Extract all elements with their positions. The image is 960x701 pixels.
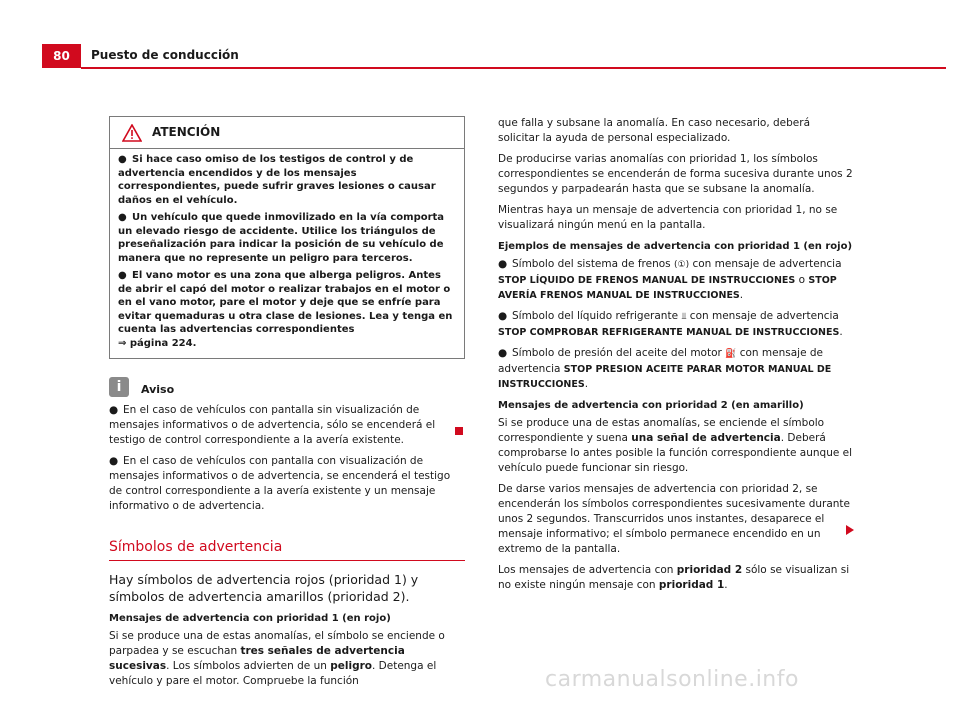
- paragraph: Los mensajes de advertencia con prioridad 2 sólo se visualizan si no existe ningún mensaje con prioridad 1.: [498, 564, 850, 591]
- aviso-header: [109, 373, 465, 397]
- aviso-title: Aviso: [141, 383, 175, 396]
- aviso-item: ● En el caso de vehículos con pantalla con visualización de mensajes informativos o de advertencia, se encenderá el testigo de control correspondiente a la avería existente y un mensaje informativo o de advertencia.: [109, 455, 451, 512]
- watermark: carmanualsonline.info: [545, 667, 799, 692]
- chapter-title: Puesto de conducción: [91, 48, 239, 62]
- right-column: [498, 116, 854, 599]
- priority1-text: Si se produce una de estas anomalías, el símbolo se enciende o parpadea y se escuchan tres señales de advertencia sucesivas. Los símbolos advierten de un peligro. Detenga el vehículo y pare el motor. Compruebe la función: [109, 630, 445, 687]
- warning-item: ● Si hace caso omiso de los testigos de control y de advertencia encendidos y de los mensajes correspondientes, puede sufrir graves lesiones o causar daños en el vehículo.: [118, 154, 436, 206]
- warning-item: ● El vano motor es una zona que alberga peligros. Antes de abrir el capó del motor o realizar trabajos en el motor o en el vano motor, pare el motor y deje que se enfríe para evitar quemaduras u otra clase de lesiones. Lea y tenga en cuenta las advertencias correspondientes ⇒ página 224.: [118, 270, 453, 349]
- continue-arrow-icon: [846, 525, 854, 535]
- header-rule: [81, 67, 946, 69]
- coolant-icon: ⫫: [681, 312, 687, 322]
- warning-title: ATENCIÓN: [152, 125, 221, 139]
- example-item: ● Símbolo del sistema de frenos (①) con mensaje de advertencia STOP LÍQUIDO DE FRENOS MANUAL DE INSTRUCCIONES o STOP AVERÍA FRENOS MANUAL DE INSTRUCCIONES.: [498, 258, 842, 301]
- end-of-section-marker: [455, 427, 463, 435]
- paragraph: De darse varios mensajes de advertencia con prioridad 2, se encenderán los símbolos correspondientes sucesivamente durante unos 2 segundos. Transcurridos unos instantes, desaparece el mensaje informativo; el símbolo permanece encendido en un extremo de la pantalla.: [498, 483, 851, 555]
- section-title: Símbolos de advertencia: [109, 540, 465, 561]
- aviso-body: [109, 403, 465, 514]
- page-number: 80: [42, 44, 81, 68]
- priority2-heading: Mensajes de advertencia con prioridad 2 (en amarillo): [498, 400, 804, 411]
- priority1-heading: Mensajes de advertencia con prioridad 1 (en rojo): [109, 613, 391, 624]
- warning-box: [109, 116, 465, 359]
- brake-system-icon: (①): [674, 260, 690, 270]
- paragraph: Mientras haya un mensaje de advertencia con prioridad 1, no se visualizará ningún menú en la pantalla.: [498, 204, 838, 231]
- page-reference-link[interactable]: ⇒ página 224.: [118, 337, 197, 349]
- warning-body: [110, 149, 464, 358]
- oil-pressure-icon: ⛽: [725, 349, 737, 359]
- paragraph: que falla y subsane la anomalía. En caso necesario, deberá solicitar la ayuda de personal especializado.: [498, 117, 811, 144]
- aviso-item: ● En el caso de vehículos con pantalla sin visualización de mensajes informativos o de advertencia, sólo se encenderá el testigo de control correspondiente a la avería existente.: [109, 404, 436, 446]
- paragraph: De producirse varias anomalías con prioridad 1, los símbolos correspondientes se encenderán de forma sucesiva durante unos 2 segundos y parpadearán hasta que se subsane la anomalía.: [498, 153, 853, 195]
- warning-item: ● Un vehículo que quede inmovilizado en la vía comporta un elevado riesgo de accidente. Utilice los triángulos de preseñalización para indicar la posición de su vehículo de manera que no represente un peligro para terceros.: [118, 212, 445, 264]
- example-item: ● Símbolo de presión del aceite del motor ⛽ con mensaje de advertencia STOP PRESION ACEITE PARAR MOTOR MANUAL DE INSTRUCCIONES.: [498, 347, 832, 390]
- section-intro: Hay símbolos de advertencia rojos (prioridad 1) y símbolos de advertencia amarillos (prioridad 2).: [109, 572, 419, 604]
- warning-triangle-icon: [122, 124, 142, 142]
- left-column: [109, 116, 465, 695]
- info-icon: i: [109, 377, 129, 397]
- examples-heading: Ejemplos de mensajes de advertencia con prioridad 1 (en rojo): [498, 241, 853, 252]
- paragraph: Si se produce una de estas anomalías, se enciende el símbolo correspondiente y suena una señal de advertencia. Deberá comprobarse lo antes posible la función correspondiente aunque el vehículo puede funcionar sin riesgo.: [498, 417, 853, 474]
- warning-header: [110, 117, 464, 149]
- example-item: ● Símbolo del líquido refrigerante ⫫ con mensaje de advertencia STOP COMPROBAR REFRIGERANTE MANUAL DE INSTRUCCIONES.: [498, 310, 843, 338]
